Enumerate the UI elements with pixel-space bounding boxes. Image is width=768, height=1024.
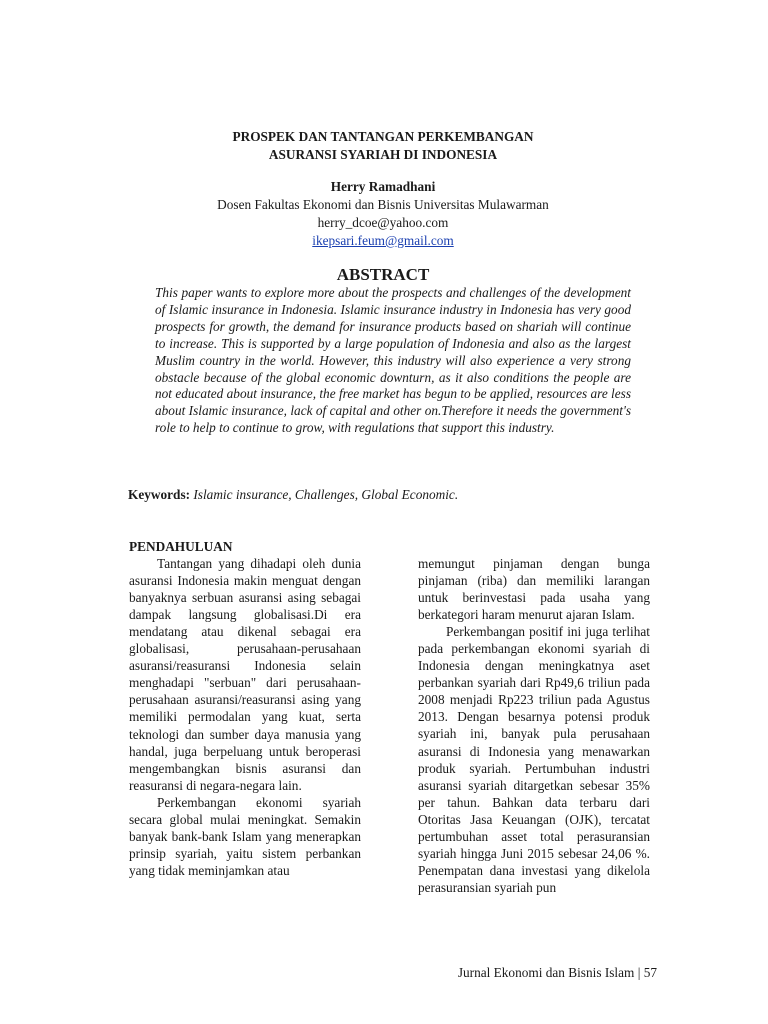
page-footer [458, 964, 657, 982]
paragraph-intro-3: Perkembangan positif ini juga terlihat pada perkembangan ekonomi syariah di Indonesia dengan meningkatnya aset perbankan syariah dari Rp49,6 triliun pada 2008 menjadi Rp223 triliun pada Agustus 2013. Dengan besarnya potensi produk syariah ini, banyak pula perusahaan asuransi di Indonesia yang menawarkan produk syariah. Pertumbuhan industri asuransi syariah ditargetkan sebesar 35% per tahun. Bahkan data terbaru dari Otoritas Jasa Keuangan (OJK), tercatat pertumbuhan asset total perasuransian syariah hingga Juni 2015 sebesar 24,06 %. Penempatan dana investasi yang dikelola perasuransian syariah pun [418, 624, 650, 895]
author-name: Herry Ramadhani [330, 179, 436, 194]
author-affiliation: Dosen Fakultas Ekonomi dan Bisnis Universitas Mulawarman [217, 197, 549, 212]
title-line-1: PROSPEK DAN TANTANGAN PERKEMBANGAN [232, 129, 534, 144]
footer-journal-name: Jurnal Ekonomi dan Bisnis Islam [457, 965, 635, 980]
paragraph-continued: memungut pinjaman dengan bunga pinjaman (riba) dan memiliki larangan untuk berinvestasi pada usaha yang berkategori haram menurut ajaran Islam. [418, 556, 650, 623]
paragraph-intro-1: Tantangan yang dihadapi oleh dunia asuransi Indonesia makin menguat dengan banyaknya serbuan asuransi asing sebagai dampak langsung globalisasi.Di era mendatang atau dikenal sebagai era globalisasi, perusahaan-perusahaan asuransi/reasuransi Indonesia selain menghadapi "serbuan" dari perusahaan-perusahaan asuransi/reasuransi asing yang memiliki permodalan yang kuat, serta teknologi dan sumber daya manusia yang handal, juga berpeluang untuk beroperasi mengembangkan bisnis asuransi dan reasuransi di negara-negara lain. [129, 556, 361, 793]
keywords-text: Islamic insurance, Challenges, Global Economic. [193, 487, 459, 502]
paragraph-intro-2: Perkembangan ekonomi syariah secara global mulai meningkat. Semakin banyak bank-bank Islam yang menerapkan prinsip syariah, yaitu sistem perbankan yang tidak meminjamkan atau [129, 794, 361, 878]
body-column-left [129, 538, 361, 879]
author-email-primary: herry_dcoe@yahoo.com [317, 215, 449, 230]
section-heading: PENDAHULUAN [129, 539, 233, 554]
body-column-right [418, 555, 650, 896]
paper-title [128, 128, 638, 164]
keywords-label: Keywords: [128, 487, 191, 502]
footer-page-number: 57 [643, 965, 657, 980]
abstract-heading: ABSTRACT [336, 265, 430, 284]
keywords-line [128, 486, 648, 504]
author-email-link[interactable]: ikepsari.feum@gmail.com [312, 233, 454, 248]
abstract-body: This paper wants to explore more about the prospects and challenges of the development of Islamic insurance in Indonesia. Islamic insurance industry in Indonesia has very good prospects for growth, the demand for insurance products based on shariah will continue to increase. This is supported by a large population of Indonesia and also as the largest Muslim country in the world. However, this industry will also experience a very strong obstacle because of the global economic downturn, as it also conditions the people are not educated about insurance, the free market has begun to be applied, resources are less about Islamic insurance, lack of capital and other on.Therefore it needs the government's role to help to continue to grow, with regulations that support this industry. [155, 285, 631, 436]
title-line-2: ASURANSI SYARIAH DI INDONESIA [268, 147, 498, 162]
author-block [128, 178, 638, 250]
footer-separator: | [637, 965, 641, 980]
